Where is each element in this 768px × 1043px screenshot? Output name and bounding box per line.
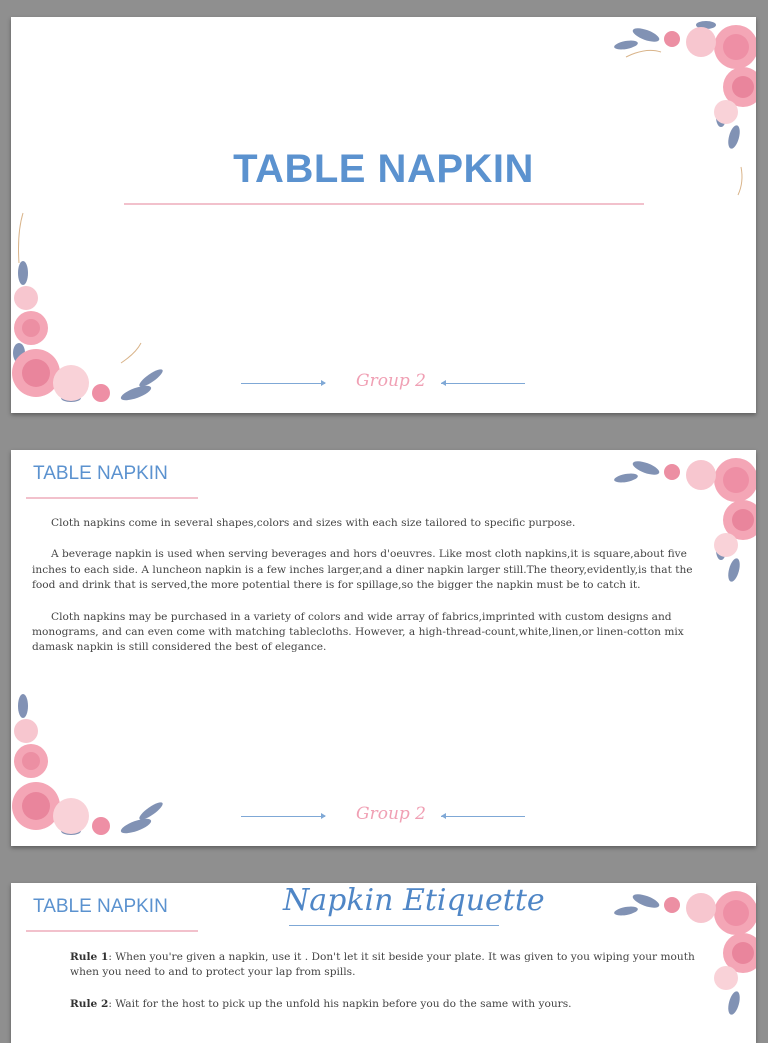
rule-text: : Wait for the host to pick up the unfold his napkin before you do the same with yours. [108, 997, 572, 1010]
footer-line-right [441, 816, 525, 817]
paragraph-text: Cloth napkins come in several shapes,colors and sizes with each size tailored to specific purpose. [51, 517, 576, 529]
rose-corner-top-right-icon [606, 17, 756, 197]
content-slide [11, 450, 756, 846]
paragraph [32, 610, 697, 656]
paragraph [32, 547, 697, 593]
heading-underline [26, 930, 198, 932]
slide-heading: TABLE NAPKIN [33, 463, 168, 484]
rule-label: Rule 1 [70, 951, 109, 963]
footer-line-left [241, 816, 325, 817]
slide-heading: TABLE NAPKIN [33, 896, 168, 917]
group-label: Group 2 [356, 804, 426, 824]
slide-footer [11, 369, 756, 399]
etiquette-underline [289, 925, 499, 926]
paragraph [32, 516, 697, 531]
footer-line-right [441, 383, 525, 384]
footer-arrow-left-icon [321, 380, 326, 386]
group-label: Group 2 [356, 371, 426, 391]
footer-arrow-left-icon [321, 813, 326, 819]
title-slide [11, 17, 756, 413]
etiquette-title: Napkin Etiquette [283, 883, 545, 918]
etiquette-slide [11, 883, 756, 1043]
rule-label: Rule 2 [70, 997, 109, 1010]
rule-text: : When you're given a napkin, use it . Don't let it sit beside your plate. It was given to you wiping your mouth when you need to and to protect your lap from spills. [70, 951, 695, 979]
rule-item [70, 950, 700, 981]
slide-title: TABLE NAPKIN [233, 147, 534, 191]
footer-line-left [241, 383, 325, 384]
slide-footer [11, 802, 756, 832]
rule-item [70, 997, 700, 1012]
paragraph-text: A beverage napkin is used when serving beverages and hors d'oeuvres. Like most cloth napkins,it is square,about five inches to each side. A luncheon napkin is a few inches larger,and a diner napkin larger still.The theory,evidently,is that the food and drink that is served,the more potential there is for spillage,so the bigger the napkin must be to catch it. [32, 548, 693, 592]
title-underline [124, 203, 644, 205]
etiquette-rules [70, 950, 700, 1028]
heading-underline [26, 497, 198, 499]
body-text [32, 516, 697, 672]
paragraph-text: Cloth napkins may be purchased in a variety of colors and wide array of fabrics,imprinted with custom designs and monograms, and can even come with matching tablecloths. However, a high-thread-count,white,linen,or linen-cotton mix damask napkin is still considered the best of elegance. [32, 610, 684, 654]
